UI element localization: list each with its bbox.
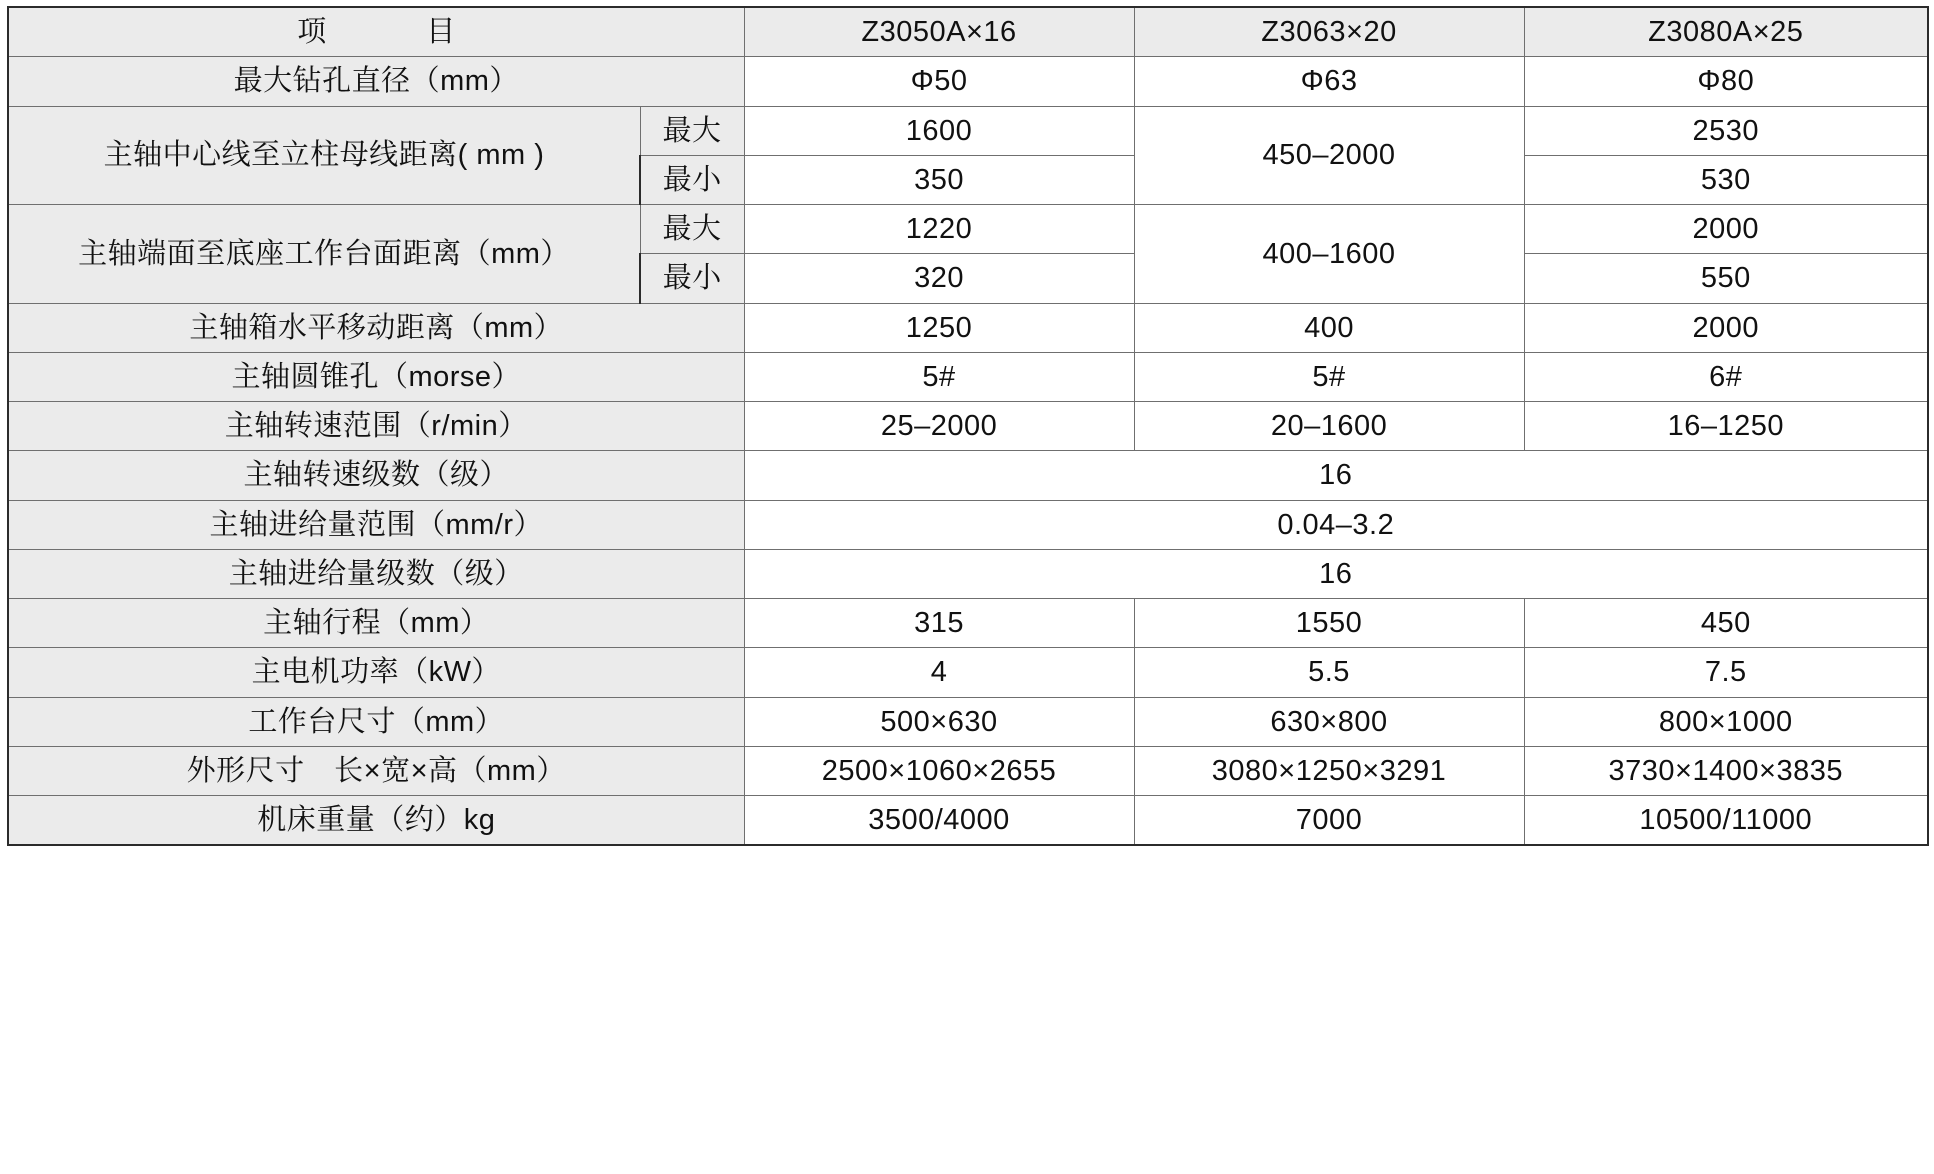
row-value: 1550 [1134,599,1524,648]
row-value: 1250 [744,303,1134,352]
header-item-label: 项 目 [8,7,744,57]
table-row [8,57,1928,106]
row-value: 315 [744,599,1134,648]
row-value: 550 [1524,254,1928,303]
row-value: 7.5 [1524,648,1928,697]
row-value: 7000 [1134,796,1524,846]
row-value: 350 [744,155,1134,204]
row-value: 3080×1250×3291 [1134,746,1524,795]
row-label: 机床重量（约）kg [8,796,744,846]
row-value: 400 [1134,303,1524,352]
row-label: 工作台尺寸（mm） [8,697,744,746]
row-value: Φ63 [1134,57,1524,106]
header-model-3: Z3080A×25 [1524,7,1928,57]
table-row [8,205,1928,254]
row-label: 外形尺寸 长×宽×高（mm） [8,746,744,795]
row-label: 主轴中心线至立柱母线距离( mm ) [8,106,640,205]
table-row [8,599,1928,648]
row-value: 2530 [1524,106,1928,155]
row-value: 4 [744,648,1134,697]
row-sublabel-max: 最大 [640,205,744,254]
table-row [8,796,1928,846]
row-value: 10500/11000 [1524,796,1928,846]
table-row [8,402,1928,451]
row-label: 主轴进给量级数（级） [8,549,744,598]
row-value: 2000 [1524,205,1928,254]
table-row [8,303,1928,352]
row-label: 主电机功率（kW） [8,648,744,697]
row-value: 3500/4000 [744,796,1134,846]
row-value: 500×630 [744,697,1134,746]
row-value-merged: 16 [744,549,1928,598]
row-label: 主轴转速级数（级） [8,451,744,500]
table-header-row [8,7,1928,57]
row-value: 16–1250 [1524,402,1928,451]
row-value: 5# [744,352,1134,401]
row-value-merged: 400–1600 [1134,205,1524,304]
row-value: 5.5 [1134,648,1524,697]
row-label: 主轴圆锥孔（morse） [8,352,744,401]
row-value: 630×800 [1134,697,1524,746]
row-value: 1600 [744,106,1134,155]
row-label: 主轴行程（mm） [8,599,744,648]
row-sublabel-max: 最大 [640,106,744,155]
row-value: 320 [744,254,1134,303]
row-value: 5# [1134,352,1524,401]
header-model-1: Z3050A×16 [744,7,1134,57]
row-value: 2000 [1524,303,1928,352]
row-value-merged: 16 [744,451,1928,500]
row-label: 主轴箱水平移动距离（mm） [8,303,744,352]
table-row [8,648,1928,697]
row-value: 530 [1524,155,1928,204]
row-label: 最大钻孔直径（mm） [8,57,744,106]
row-value: 3730×1400×3835 [1524,746,1928,795]
row-value: 1220 [744,205,1134,254]
table-row [8,549,1928,598]
row-value: 2500×1060×2655 [744,746,1134,795]
machine-spec-table [7,6,1929,846]
row-value-merged: 450–2000 [1134,106,1524,205]
table-row [8,451,1928,500]
row-label: 主轴转速范围（r/min） [8,402,744,451]
row-value-merged: 0.04–3.2 [744,500,1928,549]
table-row [8,697,1928,746]
row-value: 20–1600 [1134,402,1524,451]
row-value: 800×1000 [1524,697,1928,746]
row-value: 6# [1524,352,1928,401]
header-model-2: Z3063×20 [1134,7,1524,57]
row-value: Φ80 [1524,57,1928,106]
row-value: 25–2000 [744,402,1134,451]
row-sublabel-min: 最小 [640,155,744,204]
row-sublabel-min: 最小 [640,254,744,303]
table-row [8,106,1928,155]
row-label: 主轴进给量范围（mm/r） [8,500,744,549]
table-row [8,500,1928,549]
table-row [8,746,1928,795]
row-value: 450 [1524,599,1928,648]
row-value: Φ50 [744,57,1134,106]
row-label: 主轴端面至底座工作台面距离（mm） [8,205,640,304]
table-row [8,352,1928,401]
